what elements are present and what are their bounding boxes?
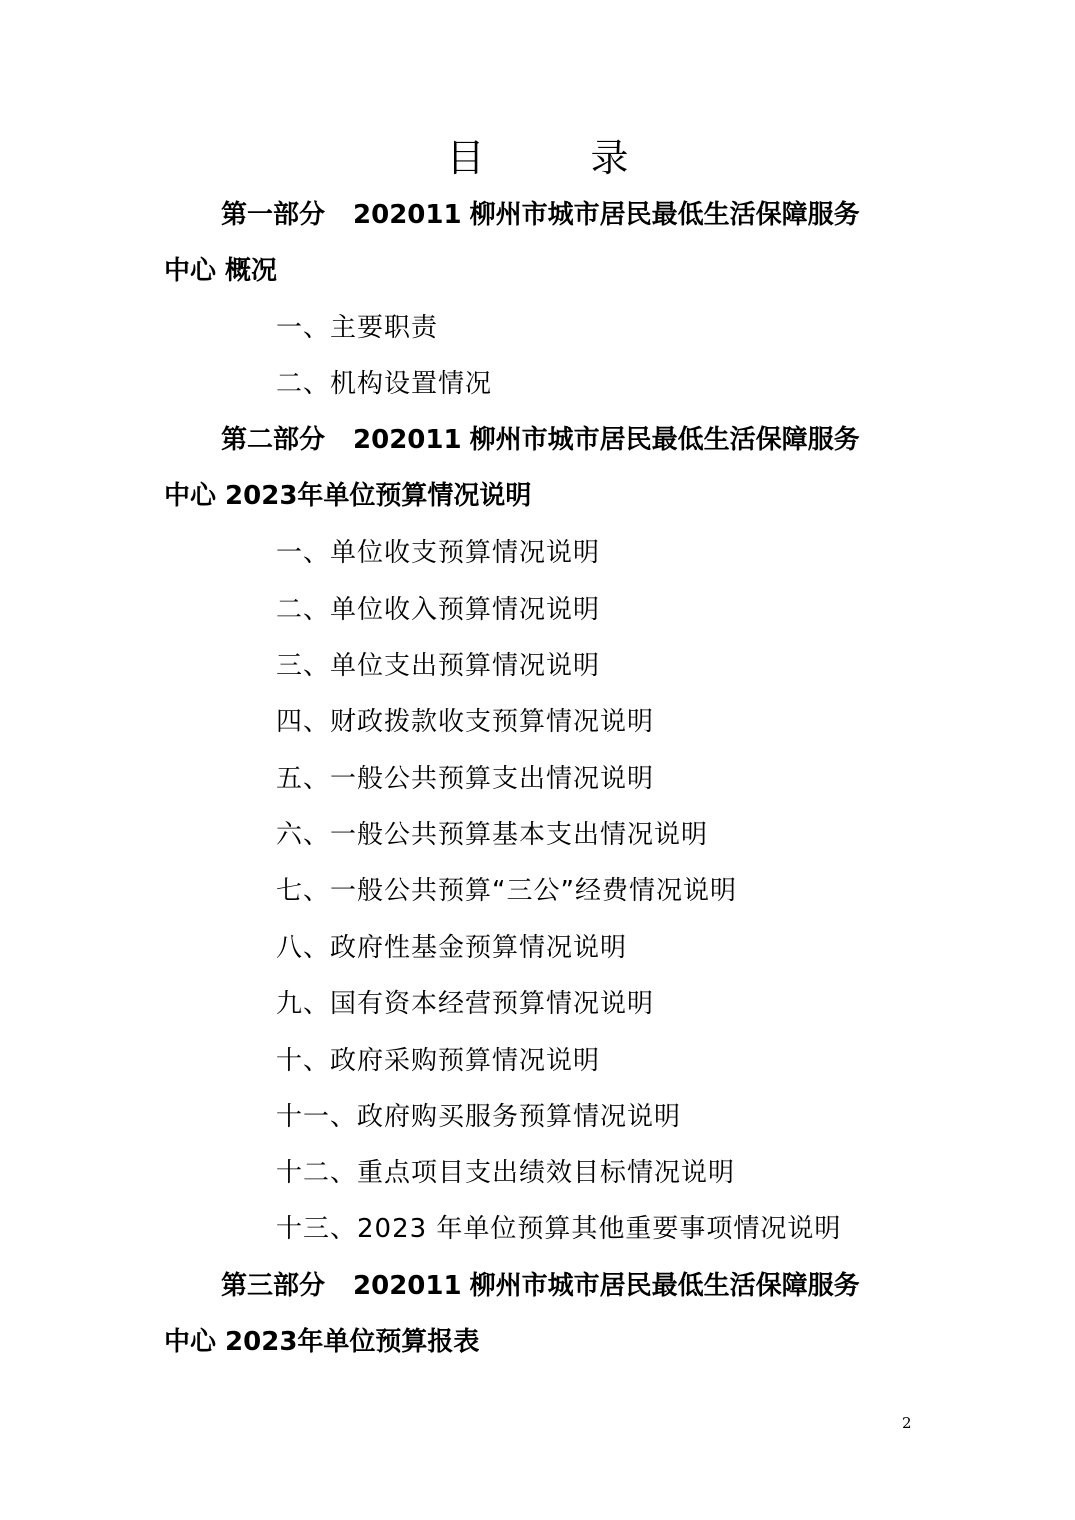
toc-item-2-4: 四、财政拨款收支预算情况说明 [276, 707, 655, 737]
toc-item-2-6: 六、一般公共预算基本支出情况说明 [276, 820, 709, 850]
toc-item-2-11: 十一、政府购买服务预算情况说明 [276, 1102, 682, 1132]
toc-part-3-title: 柳州市城市居民最低生活保障服务 [469, 1271, 860, 1301]
toc-item-2-2: 二、单位收入预算情况说明 [276, 595, 601, 625]
toc-part-2-line1 [164, 412, 924, 468]
toc-title: 目 录 [446, 136, 663, 180]
toc-item-2-9: 九、国有资本经营预算情况说明 [276, 989, 655, 1019]
toc-part-2 [164, 412, 924, 524]
page-number: 2 [902, 1414, 912, 1432]
toc-part-3-line1 [164, 1258, 924, 1314]
toc-part-2-label: 第二部分 [221, 425, 326, 455]
toc-part-2-line2: 中心 2023年单位预算情况说明 [164, 481, 532, 511]
toc-part-1-code: 202011 [353, 200, 462, 230]
toc-item-2-3: 三、单位支出预算情况说明 [276, 651, 601, 681]
toc-item-2-8: 八、政府性基金预算情况说明 [276, 933, 628, 963]
toc-part-1-line2: 中心 概况 [164, 256, 278, 286]
toc-part-1 [164, 187, 924, 299]
toc-part-3-label: 第三部分 [221, 1271, 326, 1301]
toc-part-1-title: 柳州市城市居民最低生活保障服务 [469, 200, 860, 230]
toc-item-2-10: 十、政府采购预算情况说明 [276, 1046, 601, 1076]
toc-item-1-1: 一、主要职责 [276, 313, 439, 343]
toc-item-1-2: 二、机构设置情况 [276, 369, 493, 399]
toc-part-2-title: 柳州市城市居民最低生活保障服务 [469, 425, 860, 455]
toc-part-3-code: 202011 [353, 1271, 462, 1301]
toc-part-1-line1 [164, 187, 924, 243]
toc-item-2-7: 七、一般公共预算“三公”经费情况说明 [276, 876, 737, 906]
toc-part-1-label: 第一部分 [221, 200, 326, 230]
toc-part-2-code: 202011 [353, 425, 462, 455]
toc-item-2-5: 五、一般公共预算支出情况说明 [276, 764, 655, 794]
toc-item-2-12: 十二、重点项目支出绩效目标情况说明 [276, 1158, 736, 1188]
toc-item-2-1: 一、单位收支预算情况说明 [276, 538, 601, 568]
toc-part-3 [164, 1258, 924, 1370]
toc-item-2-13: 十三、2023 年单位预算其他重要事项情况说明 [276, 1214, 842, 1244]
toc-part-3-line2: 中心 2023年单位预算报表 [164, 1327, 480, 1357]
